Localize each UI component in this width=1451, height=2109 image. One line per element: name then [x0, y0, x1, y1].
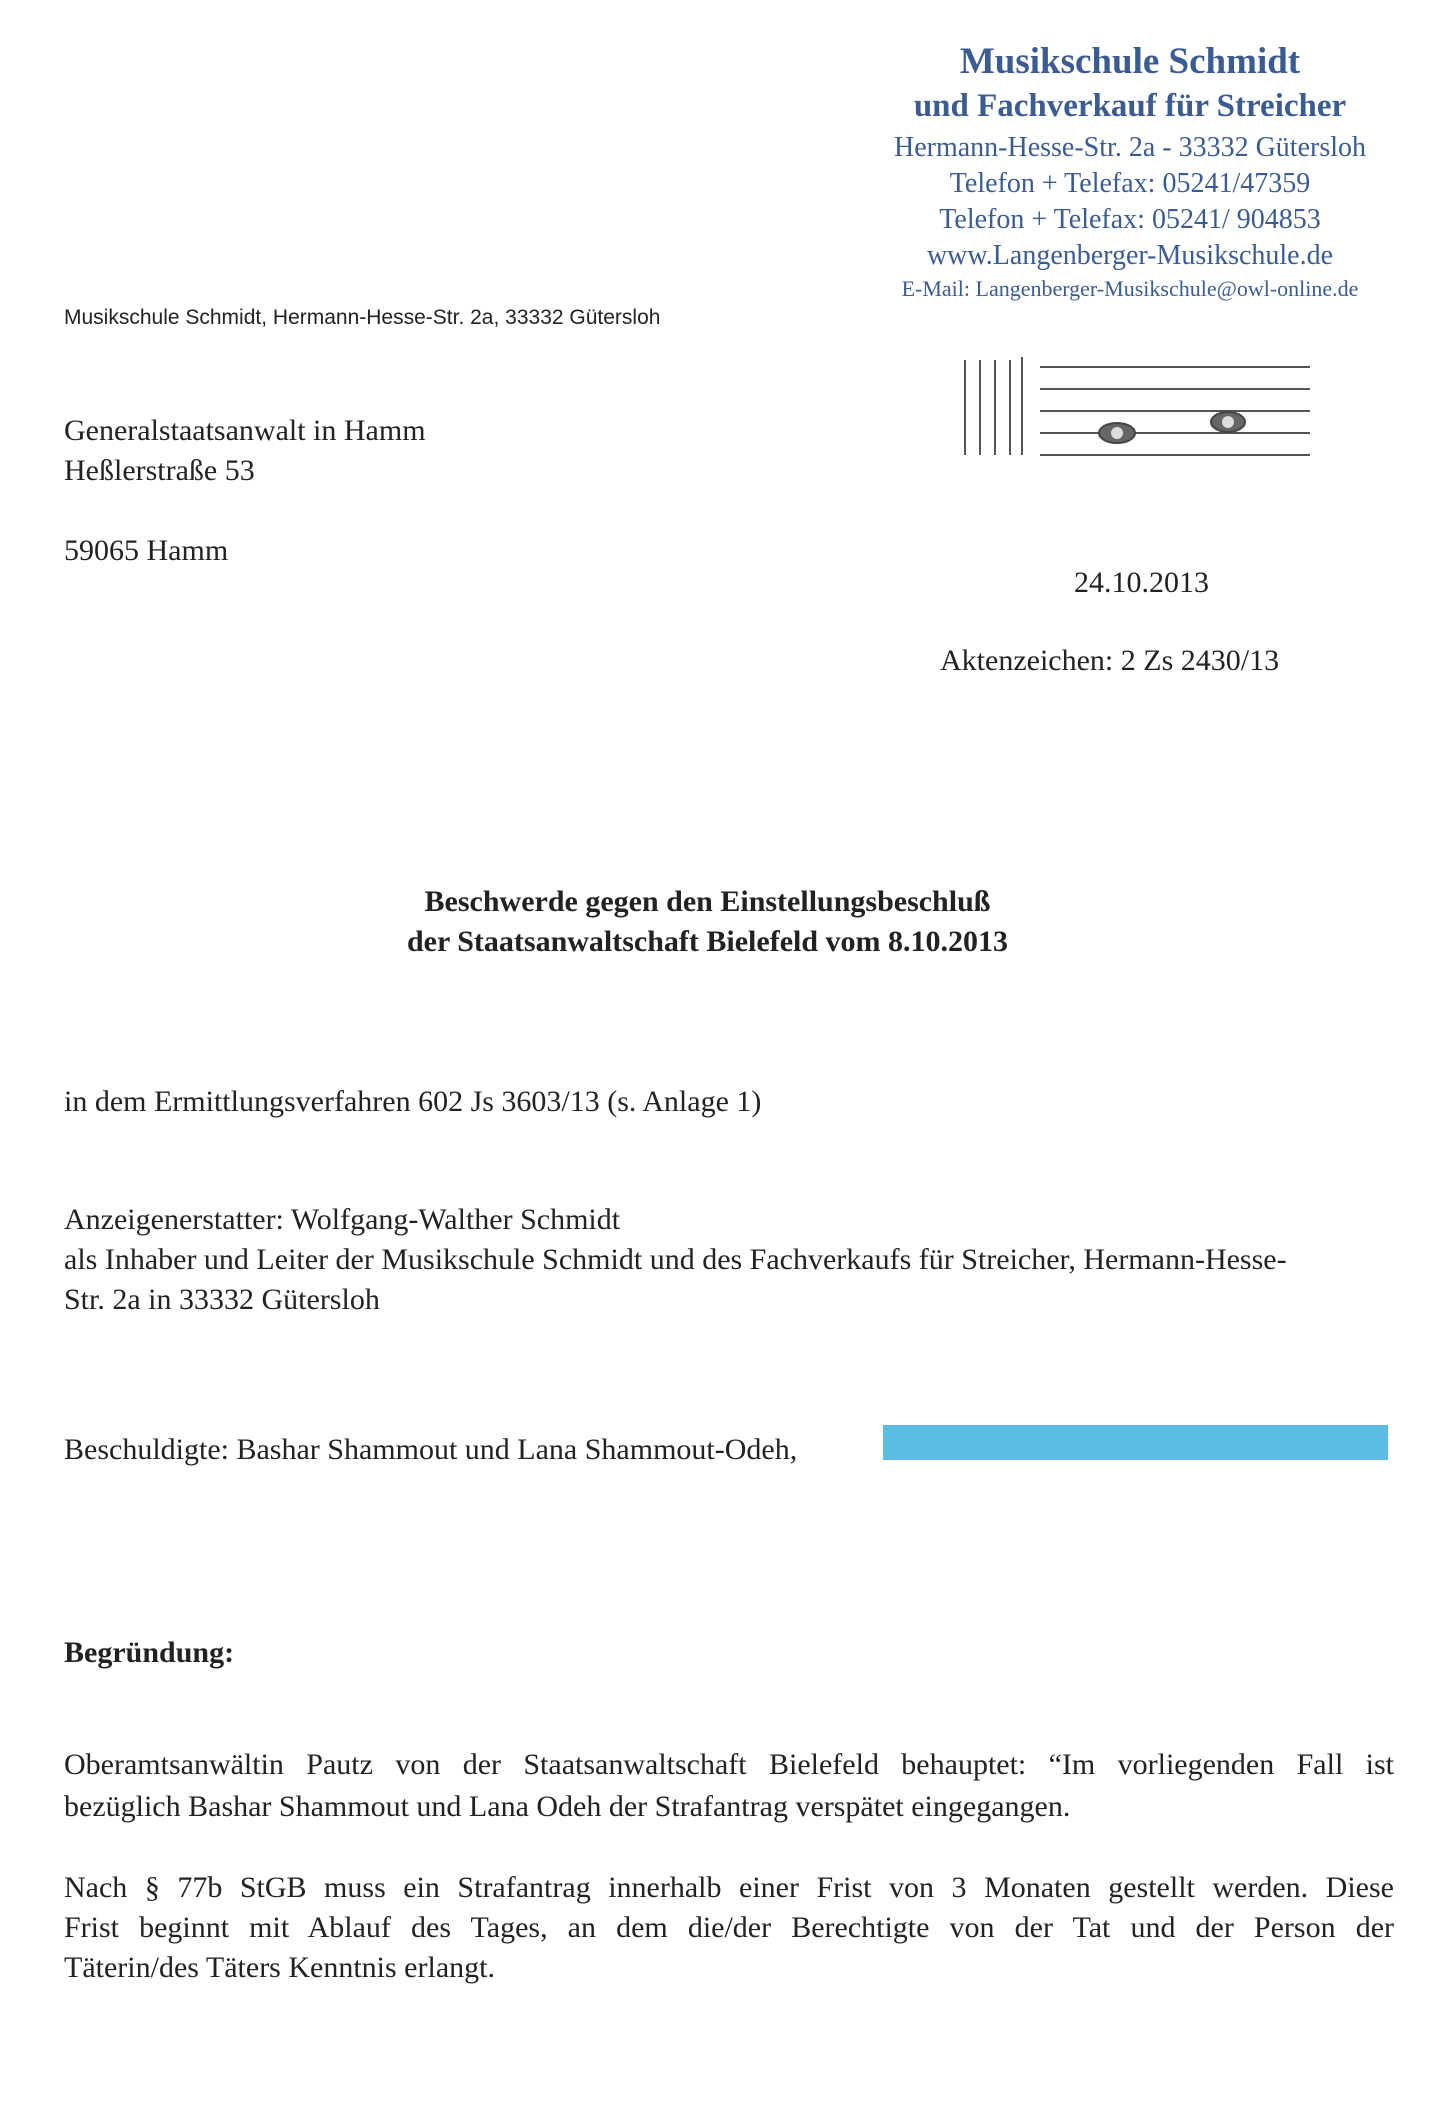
redaction-bar — [883, 1425, 1388, 1460]
letterhead-phone-2: Telefon + Telefax: 05241/ 904853 — [939, 204, 1321, 235]
letterhead-title: Musikschule Schmidt — [959, 41, 1301, 82]
letterhead-website: www.Langenberger-Musikschule.de — [926, 240, 1334, 271]
recipient-city: 59065 Hamm — [64, 534, 229, 567]
subject-line-1: Beschwerde gegen den Einstellungsbeschluß — [424, 885, 991, 918]
proceedings-reference: in dem Ermittlungsverfahren 602 Js 3603/13 (s. Anlage 1) — [64, 1085, 762, 1118]
paragraph-2-line-2: Frist beginnt mit Ablauf des Tages, an dem die/der Berechtigte von der Tat und der Person der — [64, 1911, 1394, 1944]
paragraph-2-line-1: Nach § 77b StGB muss ein Strafantrag innerhalb einer Frist von 3 Monaten gestellt werden. Diese — [64, 1871, 1394, 1904]
letterhead-phone-1: Telefon + Telefax: 05241/47359 — [949, 168, 1311, 199]
complainant-line-1: Anzeigenerstatter: Wolfgang-Walther Schmidt — [64, 1203, 621, 1236]
letterhead-subtitle: und Fachverkauf für Streicher — [913, 88, 1347, 124]
accused-line: Beschuldigte: Bashar Shammout und Lana Shammout-Odeh, — [64, 1433, 798, 1466]
paragraph-1-line-2: bezüglich Bashar Shammout und Lana Odeh der Strafantrag verspätet eingegangen. — [64, 1790, 1071, 1823]
paragraph-1-line-1: Oberamtsanwältin Pautz von der Staatsanwaltschaft Bielefeld behauptet: “Im vorliegenden Fall ist — [64, 1748, 1394, 1781]
complainant-line-2: als Inhaber und Leiter der Musikschule Schmidt und des Fachverkaufs für Streicher, Hermann-Hesse- — [64, 1243, 1287, 1276]
letter-date: 24.10.2013 — [1074, 566, 1209, 599]
reasoning-heading: Begründung: — [64, 1636, 235, 1669]
sender-line: Musikschule Schmidt, Hermann-Hesse-Str. 2a, 33332 Gütersloh — [64, 306, 661, 329]
complainant-line-3: Str. 2a in 33332 Gütersloh — [64, 1283, 380, 1316]
paragraph-2-line-3: Täterin/des Täters Kenntnis erlangt. — [64, 1951, 495, 1984]
file-number: Aktenzeichen: 2 Zs 2430/13 — [940, 644, 1280, 677]
letterhead-email: E-Mail: Langenberger-Musikschule@owl-online.de — [901, 276, 1359, 301]
recipient-name: Generalstaatsanwalt in Hamm — [64, 414, 426, 447]
music-staff-logo-icon — [960, 355, 1315, 465]
recipient-street: Heßlerstraße 53 — [64, 454, 255, 487]
letterhead-address: Hermann-Hesse-Str. 2a - 33332 Gütersloh — [893, 132, 1366, 163]
subject-line-2: der Staatsanwaltschaft Bielefeld vom 8.10.2013 — [406, 925, 1009, 958]
